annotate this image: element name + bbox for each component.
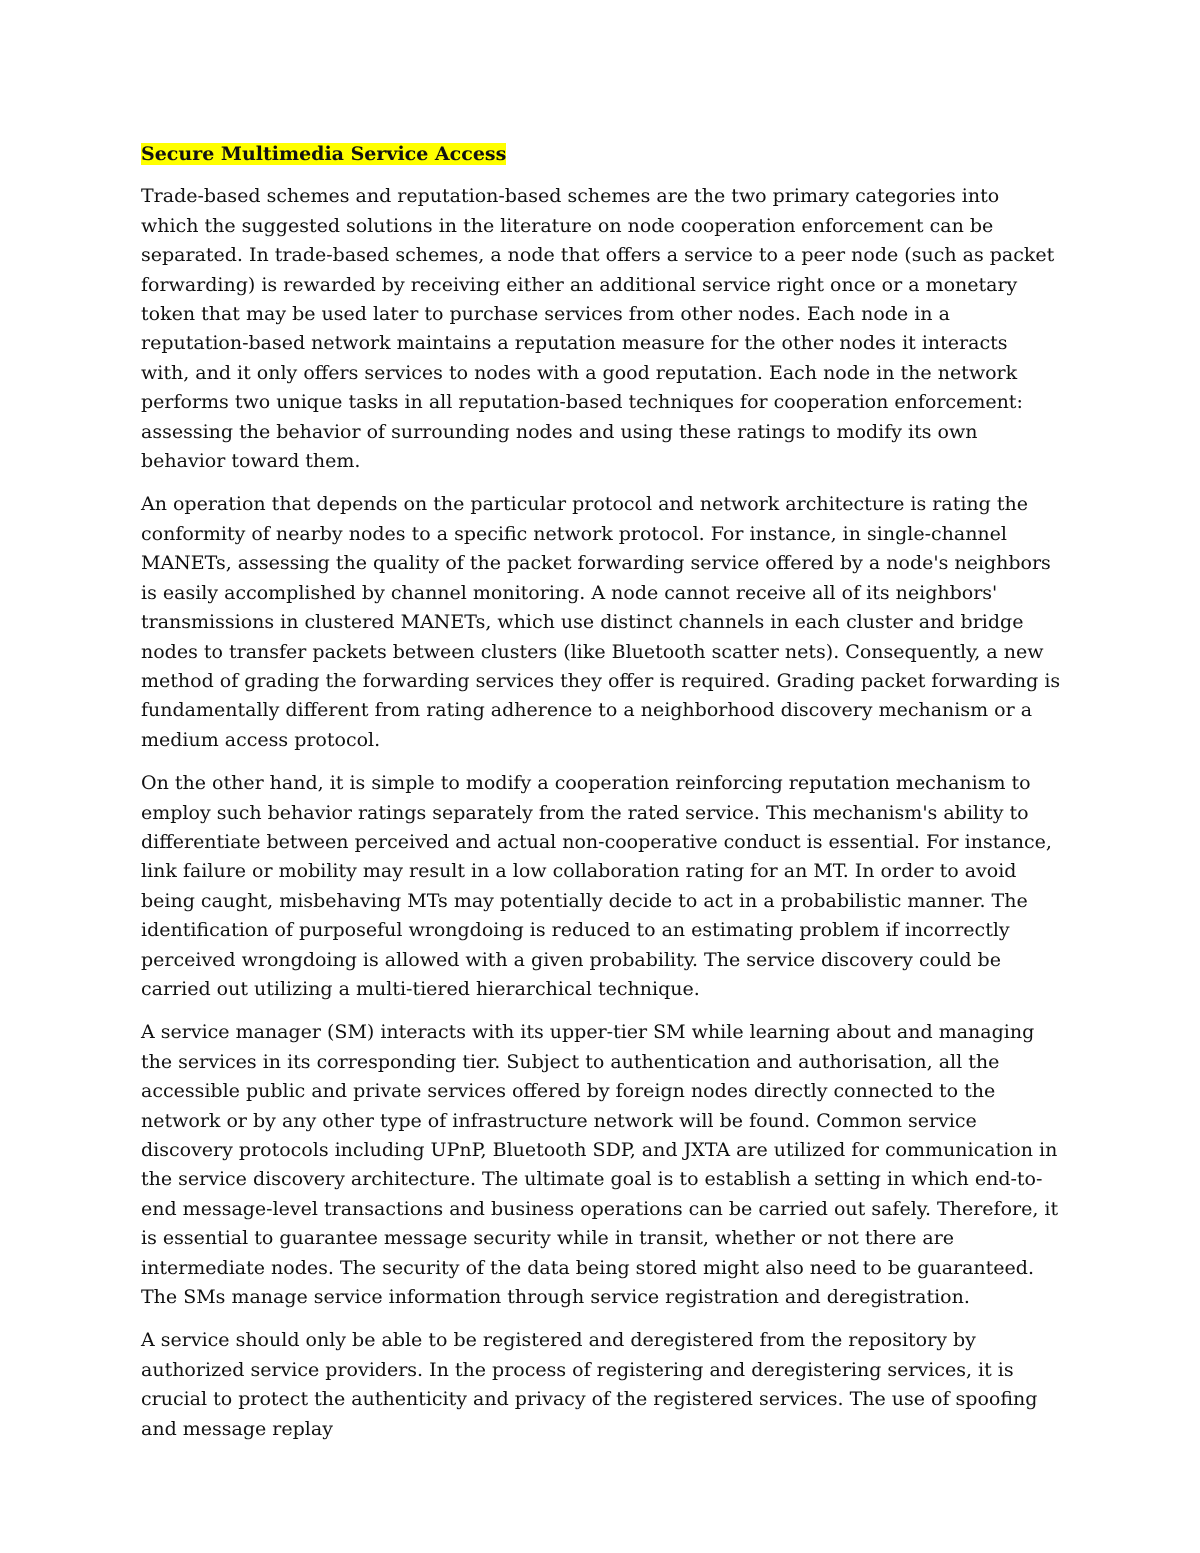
- paragraph-1: Trade-based schemes and reputation-based schemes are the two primary categories into which the suggested solutions in the literature on node cooperation enforcement can be separated. In trade-based schemes, a node that offers a service to a peer node (such as packet forwarding) is rewarded by receiving either an additional service right once or a monetary token that may be used later to purchase services from other nodes. Each node in a reputation-based network maintains a reputation measure for the other nodes it interacts with, and it only offers services to nodes with a good reputation. Each node in the network performs two unique tasks in all reputation-based techniques for cooperation enforcement: assessing the behavior of surrounding nodes and using these ratings to modify its own behavior toward them.: [141, 185, 1055, 473]
- document-page: [141, 140, 1061, 1458]
- paragraph-3: On the other hand, it is simple to modify a cooperation reinforcing reputation mechanism to employ such behavior ratings separately from the rated service. This mechanism's ability to differentiate between perceived and actual non-cooperative conduct is essential. For instance, link failure or mobility may result in a low collaboration rating for an MT. In order to avoid being caught, misbehaving MTs may potentially decide to act in a probabilistic manner. The identification of purposeful wrongdoing is reduced to an estimating problem if incorrectly perceived wrongdoing is allowed with a given probability. The service discovery could be carried out utilizing a multi-tiered hierarchical technique.: [141, 772, 1052, 1000]
- paragraph-4: A service manager (SM) interacts with its upper-tier SM while learning about and managing the services in its corresponding tier. Subject to authentication and authorisation, all the accessible public and private services offered by foreign nodes directly connected to the network or by any other type of infrastructure network will be found. Common service discovery protocols including UPnP, Bluetooth SDP, and JXTA are utilized for communication in the service discovery architecture. The ultimate goal is to establish a setting in which end-to-end message-level transactions and business operations can be carried out safely. Therefore, it is essential to guarantee message security while in transit, whether or not there are intermediate nodes. The security of the data being stored might also need to be guaranteed. The SMs manage service information through service registration and deregistration.: [141, 1021, 1059, 1309]
- document-title-text: Secure Multimedia Service Access: [141, 143, 507, 165]
- paragraph-5: A service should only be able to be registered and deregistered from the repository by authorized service providers. In the process of registering and deregistering services, it is crucial to protect the authenticity and privacy of the registered services. The use of spoofing and message replay: [141, 1329, 1038, 1440]
- document-title: [141, 140, 1061, 169]
- paragraph-2: An operation that depends on the particular protocol and network architecture is rating the conformity of nearby nodes to a specific network protocol. For instance, in single-channel MANETs, assessing the quality of the packet forwarding service offered by a node's neighbors is easily accomplished by channel monitoring. A node cannot receive all of its neighbors' transmissions in clustered MANETs, which use distinct channels in each cluster and bridge nodes to transfer packets between clusters (like Bluetooth scatter nets). Consequently, a new method of grading the forwarding services they offer is required. Grading packet forwarding is fundamentally different from rating adherence to a neighborhood discovery mechanism or a medium access protocol.: [141, 493, 1061, 751]
